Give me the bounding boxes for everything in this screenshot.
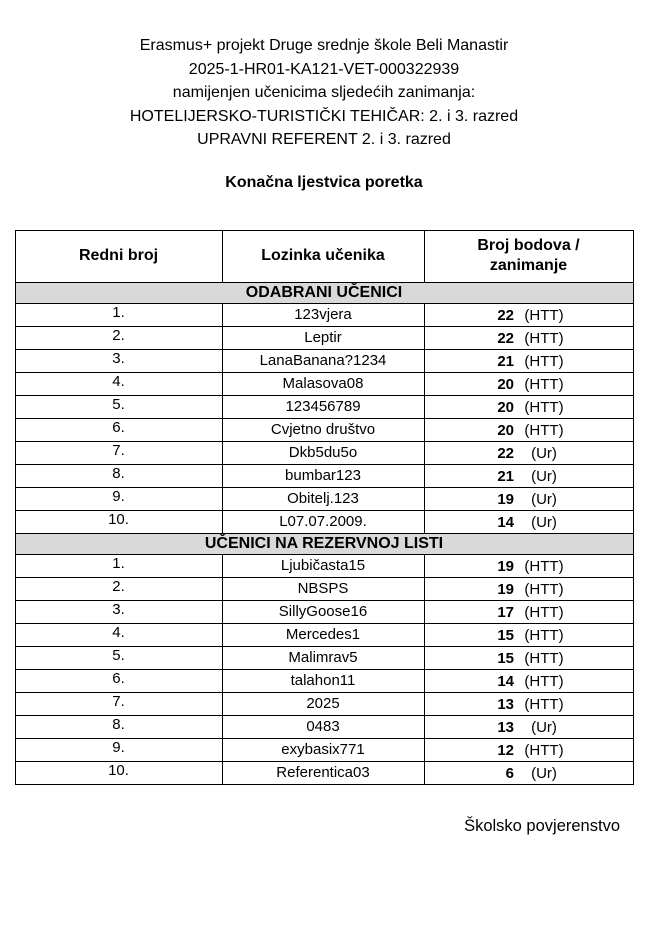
rank-cell: 3.	[15, 349, 222, 372]
header-line-project: Erasmus+ projekt Druge srednje škole Beli Manastir	[139, 37, 509, 54]
score-wrap	[425, 763, 633, 782]
score-programme: (Ur)	[531, 468, 557, 485]
rank-cell: 4.	[15, 372, 222, 395]
score-cell	[424, 349, 633, 372]
score-programme: (Ur)	[531, 719, 557, 736]
score-programme: (HTT)	[524, 696, 564, 713]
score-points: 20	[497, 376, 514, 393]
password-cell: Malasova08	[222, 372, 424, 395]
score-programme: (HTT)	[524, 558, 564, 575]
score-points: 20	[497, 399, 514, 416]
column-header-points	[424, 230, 633, 282]
section-heading-row	[15, 282, 633, 303]
score-wrap	[425, 556, 633, 575]
header-line-occupation-ur: UPRAVNI REFERENT 2. i 3. razred	[197, 131, 451, 148]
rank-cell: 1.	[15, 303, 222, 326]
score-cell	[424, 372, 633, 395]
score-points: 19	[497, 558, 514, 575]
header-line-intended: namijenjen učenicima sljedećih zanimanja:	[172, 84, 476, 101]
password-cell: Cvjetno društvo	[222, 418, 424, 441]
column-header-rank: Redni broj	[15, 230, 222, 282]
score-programme: (Ur)	[531, 765, 557, 782]
score-cell	[424, 623, 633, 646]
password-cell: NBSPS	[222, 577, 424, 600]
table-row	[15, 623, 633, 646]
score-programme: (HTT)	[524, 330, 564, 347]
score-wrap	[425, 602, 633, 621]
score-cell	[424, 669, 633, 692]
rank-cell: 5.	[15, 646, 222, 669]
score-points: 21	[497, 468, 514, 485]
score-programme: (Ur)	[531, 491, 557, 508]
table-row	[15, 600, 633, 623]
column-header-points-line1: Broj bodova /	[477, 237, 580, 254]
score-cell	[424, 715, 633, 738]
header-line-project-code: 2025-1-HR01-KA121-VET-000322939	[188, 60, 460, 78]
score-points: 22	[497, 445, 514, 462]
table-row	[15, 554, 633, 577]
score-wrap	[425, 374, 633, 393]
score-wrap	[425, 740, 633, 759]
table-row	[15, 441, 633, 464]
score-programme: (HTT)	[524, 353, 564, 370]
score-points: 13	[497, 696, 514, 713]
password-cell: Malimrav5	[222, 646, 424, 669]
score-cell	[424, 487, 633, 510]
score-points: 15	[497, 650, 514, 667]
score-wrap	[425, 397, 633, 416]
score-wrap	[425, 512, 633, 531]
table-row	[15, 464, 633, 487]
score-programme: (HTT)	[524, 581, 564, 598]
password-cell: exybasix771	[222, 738, 424, 761]
score-cell	[424, 464, 633, 487]
score-cell	[424, 441, 633, 464]
ranking-table-body	[15, 282, 633, 784]
rank-cell: 6.	[15, 669, 222, 692]
table-row	[15, 738, 633, 761]
rank-cell: 10.	[15, 510, 222, 533]
rank-cell: 9.	[15, 738, 222, 761]
password-cell: Ljubičasta15	[222, 554, 424, 577]
password-cell: 2025	[222, 692, 424, 715]
score-cell	[424, 554, 633, 577]
rank-cell: 9.	[15, 487, 222, 510]
table-row	[15, 395, 633, 418]
score-programme: (HTT)	[524, 627, 564, 644]
score-wrap	[425, 443, 633, 462]
score-wrap	[425, 717, 633, 736]
score-wrap	[425, 305, 633, 324]
score-programme: (HTT)	[524, 422, 564, 439]
header-line-occupation-htt: HOTELIJERSKO-TURISTIČKI TEHIČAR: 2. i 3. razred	[129, 107, 519, 125]
score-points: 12	[497, 742, 514, 759]
table-row	[15, 669, 633, 692]
table-row	[15, 646, 633, 669]
score-cell	[424, 646, 633, 669]
score-wrap	[425, 579, 633, 598]
section-heading: ODABRANI UČENICI	[15, 282, 633, 303]
score-programme: (Ur)	[531, 514, 557, 531]
score-points: 15	[497, 627, 514, 644]
score-wrap	[425, 420, 633, 439]
password-cell: SillyGoose16	[222, 600, 424, 623]
ranking-table	[15, 230, 634, 785]
password-cell: 123vjera	[222, 303, 424, 326]
table-row	[15, 692, 633, 715]
ranking-table-head	[15, 230, 633, 282]
table-row	[15, 487, 633, 510]
page-title: Konačna ljestvica poretka	[225, 173, 423, 191]
rank-cell: 7.	[15, 692, 222, 715]
table-row	[15, 372, 633, 395]
password-cell: Referentica03	[222, 761, 424, 784]
score-wrap	[425, 694, 633, 713]
header-row	[15, 230, 633, 282]
rank-cell: 2.	[15, 577, 222, 600]
table-row	[15, 303, 633, 326]
score-points: 6	[505, 765, 514, 782]
score-wrap	[425, 625, 633, 644]
table-row	[15, 715, 633, 738]
rank-cell: 1.	[15, 554, 222, 577]
rank-cell: 4.	[15, 623, 222, 646]
document-header	[0, 34, 648, 152]
score-cell	[424, 303, 633, 326]
score-cell	[424, 761, 633, 784]
score-wrap	[425, 328, 633, 347]
score-wrap	[425, 466, 633, 485]
score-cell	[424, 577, 633, 600]
score-programme: (HTT)	[524, 399, 564, 416]
table-row	[15, 761, 633, 784]
password-cell: Dkb5du5o	[222, 441, 424, 464]
score-programme: (HTT)	[524, 376, 564, 393]
score-points: 14	[497, 673, 514, 690]
table-row	[15, 510, 633, 533]
table-row	[15, 577, 633, 600]
score-wrap	[425, 671, 633, 690]
password-cell: 0483	[222, 715, 424, 738]
footer-signature: Školsko povjerenstvo	[464, 816, 620, 835]
password-cell: 123456789	[222, 395, 424, 418]
rank-cell: 10.	[15, 761, 222, 784]
score-wrap	[425, 351, 633, 370]
score-cell	[424, 600, 633, 623]
score-cell	[424, 418, 633, 441]
score-points: 22	[497, 330, 514, 347]
score-points: 19	[497, 491, 514, 508]
score-points: 20	[497, 422, 514, 439]
rank-cell: 7.	[15, 441, 222, 464]
score-programme: (HTT)	[524, 673, 564, 690]
score-points: 13	[497, 719, 514, 736]
password-cell: Obitelj.123	[222, 487, 424, 510]
score-points: 19	[497, 581, 514, 598]
score-cell	[424, 510, 633, 533]
section-heading: UČENICI NA REZERVNOJ LISTI	[15, 533, 633, 554]
score-programme: (HTT)	[524, 650, 564, 667]
score-cell	[424, 692, 633, 715]
password-cell: bumbar123	[222, 464, 424, 487]
score-programme: (Ur)	[531, 445, 557, 462]
rank-cell: 2.	[15, 326, 222, 349]
rank-cell: 8.	[15, 464, 222, 487]
table-row	[15, 418, 633, 441]
rank-cell: 6.	[15, 418, 222, 441]
rank-cell: 5.	[15, 395, 222, 418]
score-points: 21	[497, 353, 514, 370]
score-points: 22	[497, 307, 514, 324]
score-cell	[424, 738, 633, 761]
column-header-password: Lozinka učenika	[222, 230, 424, 282]
score-programme: (HTT)	[524, 604, 564, 621]
column-header-points-line2: zanimanje	[489, 257, 568, 274]
score-wrap	[425, 489, 633, 508]
table-row	[15, 349, 633, 372]
password-cell: Mercedes1	[222, 623, 424, 646]
score-programme: (HTT)	[524, 742, 564, 759]
section-heading-row	[15, 533, 633, 554]
password-cell: Leptir	[222, 326, 424, 349]
rank-cell: 3.	[15, 600, 222, 623]
score-cell	[424, 395, 633, 418]
password-cell: talahon11	[222, 669, 424, 692]
table-row	[15, 326, 633, 349]
score-programme: (HTT)	[524, 307, 564, 324]
score-points: 14	[497, 514, 514, 531]
score-wrap	[425, 648, 633, 667]
score-points: 17	[497, 604, 514, 621]
rank-cell: 8.	[15, 715, 222, 738]
password-cell: L07.07.2009.	[222, 510, 424, 533]
password-cell: LanaBanana?1234	[222, 349, 424, 372]
score-cell	[424, 326, 633, 349]
